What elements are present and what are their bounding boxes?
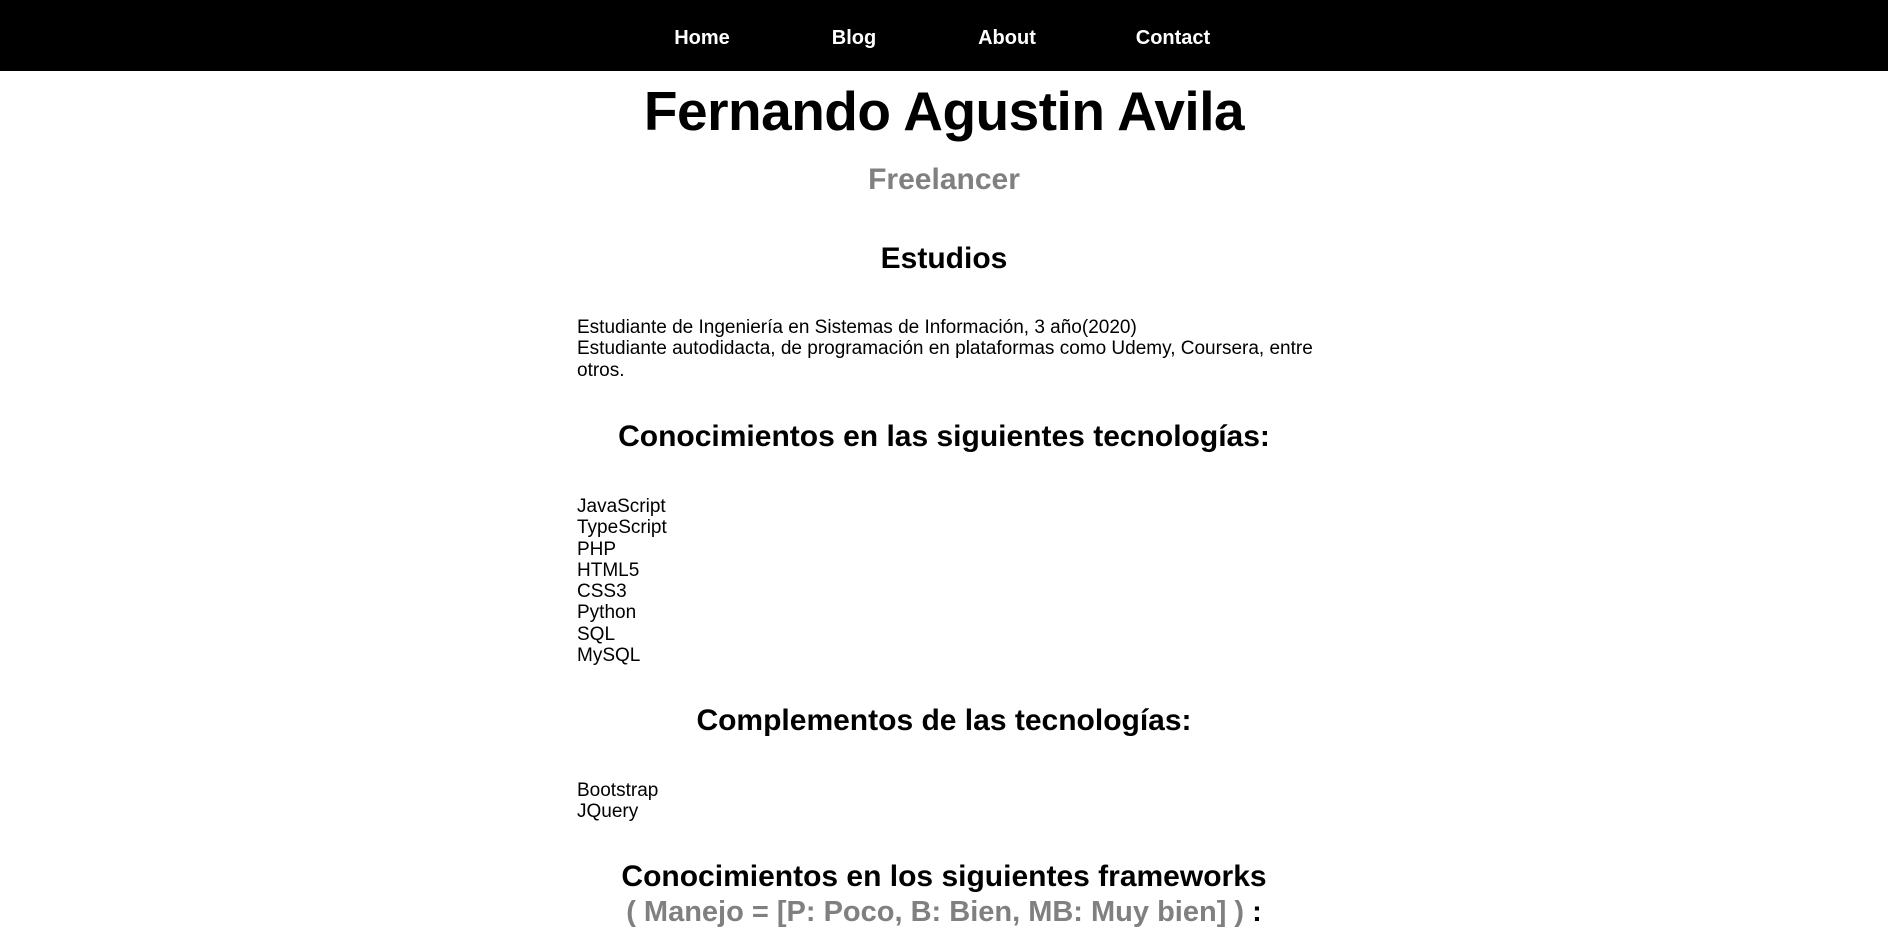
role-subtitle: Freelancer (868, 163, 1020, 196)
list-item: PHP (577, 538, 617, 560)
complements-list (577, 780, 1357, 823)
list-item: JavaScript (577, 496, 666, 517)
studies-line: Estudiante de Ingeniería en Sistemas de Información, 3 año(2020) (577, 317, 1137, 338)
nav-link-blog[interactable]: Blog (831, 27, 877, 49)
studies-line: Estudiante autodidacta, de programación en plataformas como Udemy, Coursera, entre otros. (577, 338, 1313, 381)
technologies-heading: Conocimientos en las siguientes tecnologías: (618, 420, 1270, 453)
list-item: SQL (577, 623, 616, 645)
nav-link-contact[interactable]: Contact (1135, 27, 1211, 49)
nav-link-about[interactable]: About (978, 27, 1036, 49)
legend-colon: : (1244, 896, 1262, 928)
top-navbar (0, 0, 1888, 71)
list-item: JQuery (577, 801, 639, 823)
frameworks-legend (0, 893, 1888, 931)
frameworks-heading: Conocimientos en los siguientes frameworks (621, 860, 1267, 893)
proficiency-legend: ( Manejo = [P: Poco, B: Bien, MB: Muy bien] ) (626, 896, 1245, 928)
nav-link-home[interactable]: Home (674, 27, 730, 49)
list-item: CSS3 (577, 581, 627, 603)
page-title: Fernando Agustin Avila (643, 80, 1245, 142)
list-item: TypeScript (577, 517, 667, 539)
list-item: MySQL (577, 645, 641, 667)
studies-text (577, 317, 1357, 381)
complements-heading: Complementos de las tecnologías: (696, 704, 1192, 737)
technologies-list (577, 496, 1357, 666)
list-item: Python (577, 602, 637, 624)
studies-heading: Estudios (880, 242, 1008, 275)
list-item: HTML5 (577, 559, 640, 581)
list-item: Bootstrap (577, 780, 659, 801)
